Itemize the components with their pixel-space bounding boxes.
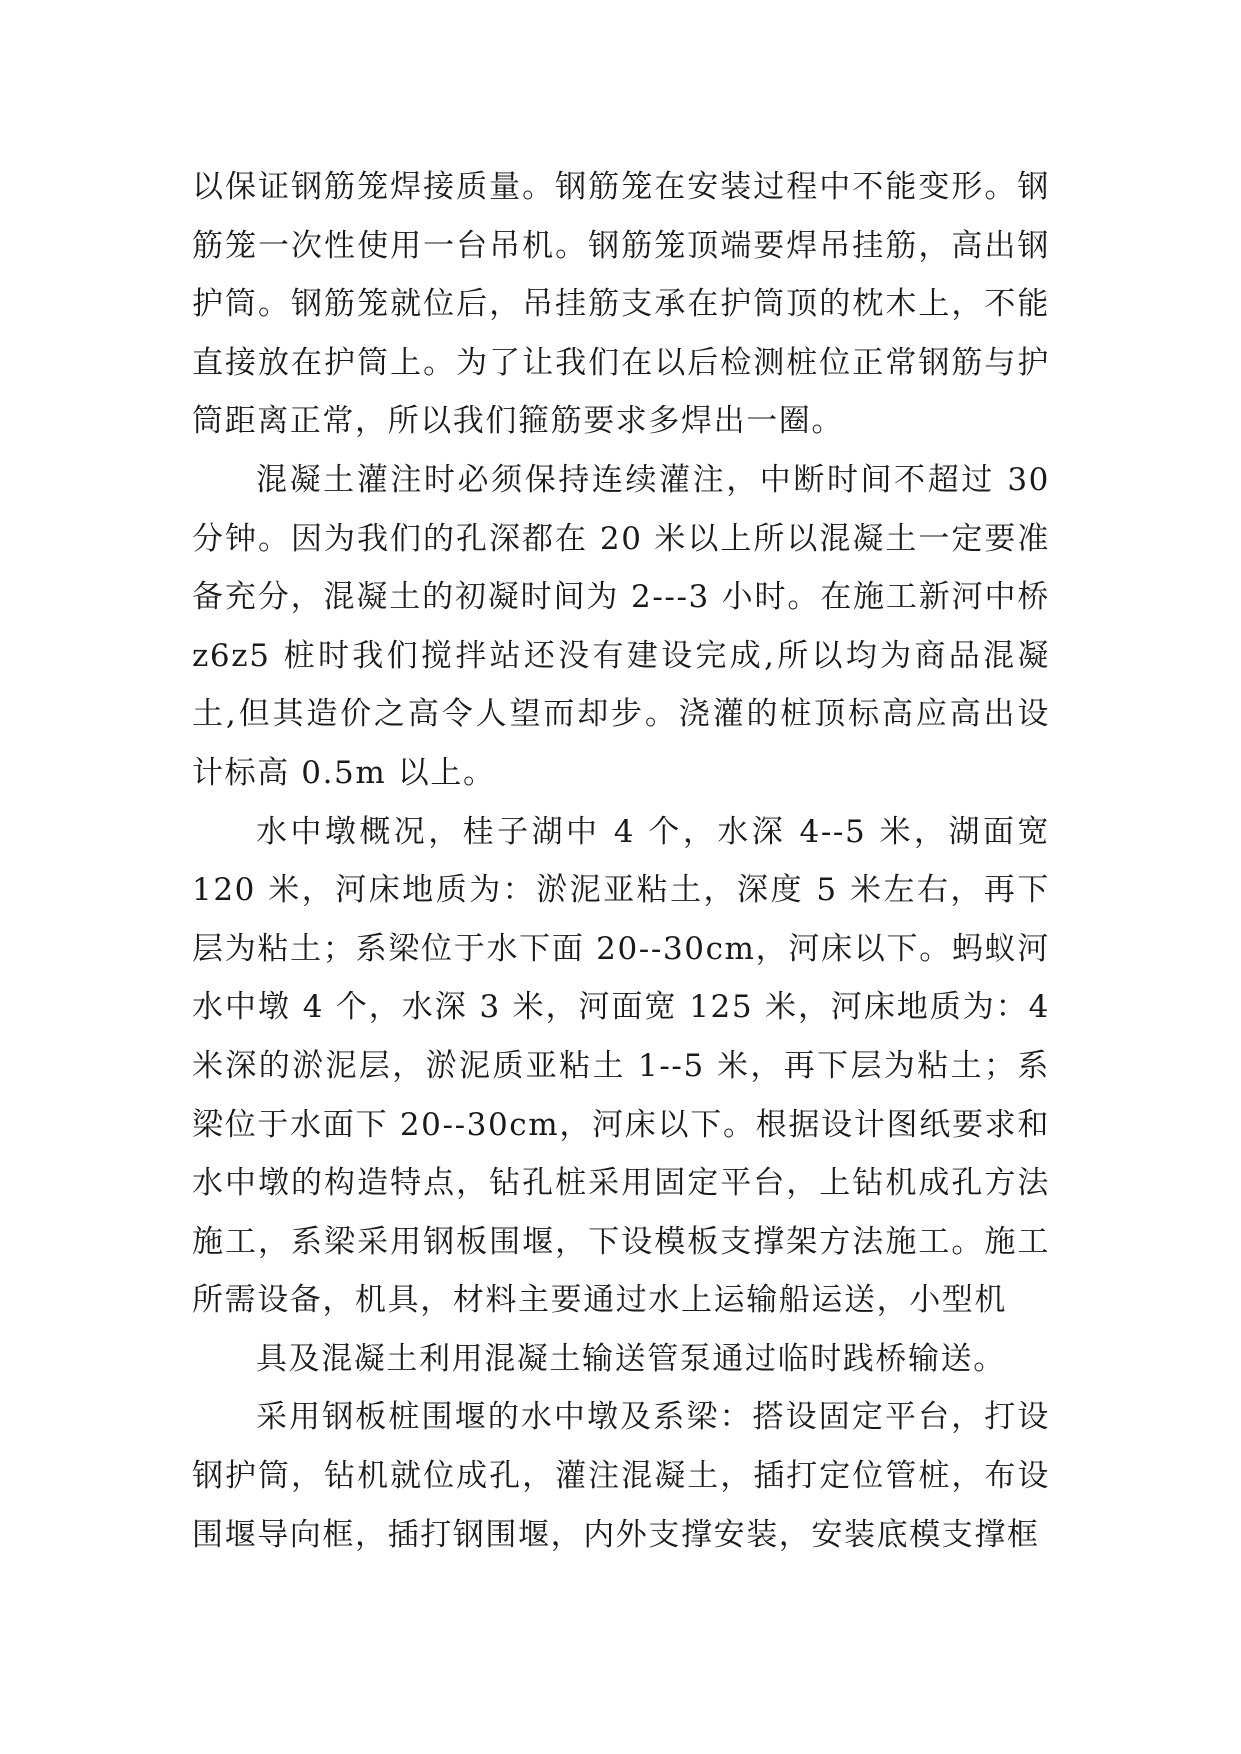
paragraph-sheet-pile-cofferdam: 采用钢板桩围堰的水中墩及系梁：搭设固定平台，打设钢护筒，钻机就位成孔，灌注混凝土，插打定位管桩，布设围堰导向框，插打钢围堰，内外支撑安装，安装底模支撑框 [192, 1399, 1050, 1553]
paragraph-underwater-pier-overview: 水中墩概况，桂子湖中 4 个，水深 4--5 米，湖面宽 120 米，河床地质为：淤泥亚粘土，深度 5 米左右，再下层为粘土；系梁位于水下面 20--30cm，河床以下。蚂蚁河水中墩 4 个，水深 3 米，河面宽 125 米，河床地质为：4 米深的淤泥层，淤泥质亚粘土 1--5 米，再下层为粘土；系梁位于水面下 20--30cm，河床以下。根据设计图纸要求和水中墩的构造特点，钻孔桩采用固定平台，上钻机成孔方法施工，系梁采用钢板围堰，下设模板支撑架方法施工。施工所需设备，机具，材料主要通过水上运输船运送，小型机 [192, 813, 1050, 1319]
document-body [192, 158, 1050, 1564]
paragraph-rebar-cage: 以保证钢筋笼焊接质量。钢筋笼在安装过程中不能变形。钢筋笼一次性使用一台吊机。钢筋笼顶端要焊吊挂筋，高出钢护筒。钢筋笼就位后，吊挂筋支承在护筒顶的枕木上，不能直接放在护筒上。为了让我们在以后检测桩位正常钢筋与护筒距离正常，所以我们箍筋要求多焊出一圈。 [192, 169, 1050, 440]
paragraph-concrete-pouring: 混凝土灌注时必须保持连续灌注，中断时间不超过 30 分钟。因为我们的孔深都在 20 米以上所以混凝土一定要准备充分，混凝土的初凝时间为 2---3 小时。在施工新河中桥 z6z5 桩时我们搅拌站还没有建设完成,所以均为商品混凝土,但其造价之高令人望而却步。浇灌的桩顶标高应高出设计标高 0.5m 以上。 [192, 461, 1050, 791]
paragraph-concrete-delivery: 具及混凝土利用混凝土输送管泵通过临时践桥输送。 [256, 1340, 1006, 1377]
